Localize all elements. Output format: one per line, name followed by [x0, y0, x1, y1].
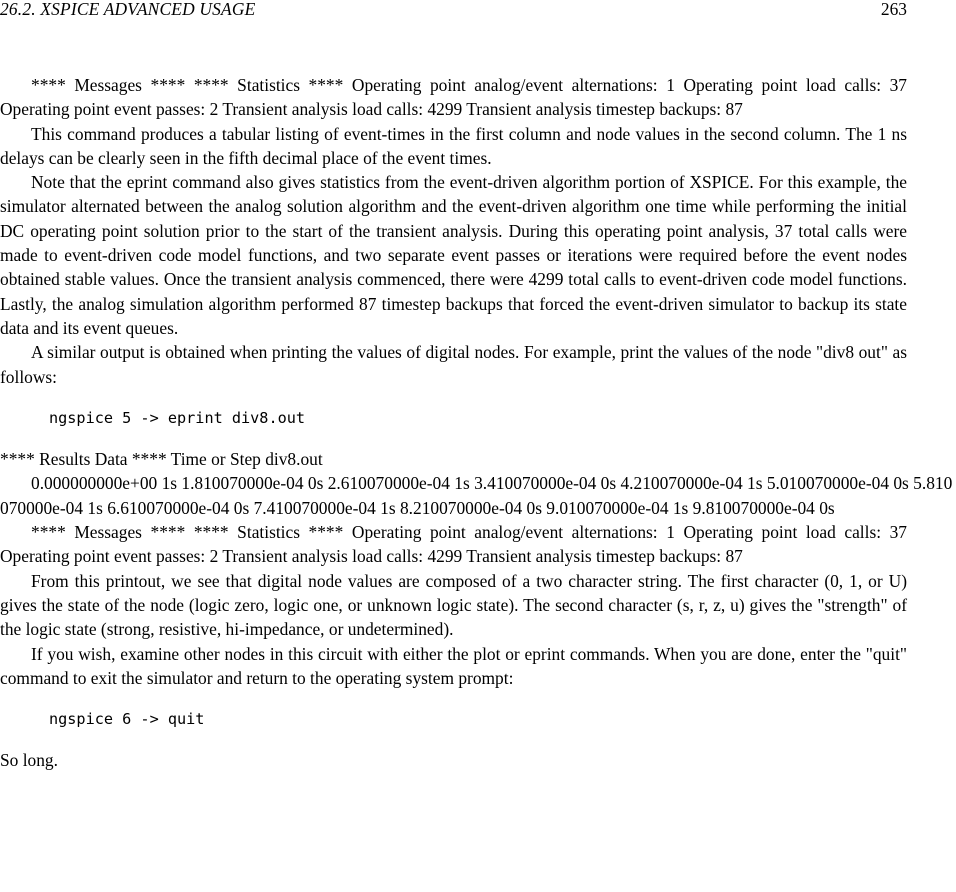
running-header	[0, 0, 907, 21]
page-number: 263	[880, 0, 907, 19]
results-data-heading: **** Results Data **** Time or Step div8.out	[0, 449, 323, 470]
closing-line: So long.	[0, 750, 58, 771]
quit-command-code: ngspice 6 -> quit	[49, 710, 205, 729]
section-title: 26.2. XSPICE ADVANCED USAGE	[0, 0, 256, 19]
printout-explanation-paragraph: From this printout, we see that digital node values are composed of a two character string. The first character (0, 1, or U) gives the state of the node (logic zero, logic one, or unknown logic state). The second character (s, r, z, u) gives the "strength" of the logic state (strong, resistive, hi-impedance, or undetermined).	[0, 570, 907, 640]
eprint-statistics-paragraph: Note that the eprint command also gives statistics from the event-driven algorithm portion of XSPICE. For this example, the simulator alternated between the analog solution algorithm and the event-driven algorithm one time while performing the initial DC operating point solution prior to the start of the transient analysis. During this operating point analysis, 37 total calls were made to event-driven code model functions, and two separate event passes or iterations were required before the event nodes obtained stable values. Once the transient analysis commenced, there were 4299 total calls to event-driven code model functions. Lastly, the analog simulation algorithm performed 87 timestep backups that forced the event-driven simulator to backup its state data and its event queues.	[0, 172, 907, 338]
eprint-command-code: ngspice 5 -> eprint div8.out	[49, 408, 306, 427]
document-body	[0, 73, 953, 773]
tabular-listing-paragraph: This command produces a tabular listing of event-times in the first column and node values in the second column. The 1 ns delays can be clearly seen in the fifth decimal place of the event times.	[0, 123, 907, 168]
messages-paragraph-1: **** Messages **** **** Statistics **** Operating point analog/event alternations: 1 Operating point load calls: 37 Operating point event passes: 2 Transient analysis load calls: 4299 Transient analysis timestep backups: 87	[0, 75, 907, 120]
quit-instructions-paragraph: If you wish, examine other nodes in this circuit with either the plot or eprint commands. When you are done, enter the "quit" command to exit the simulator and return to the operating system prompt:	[0, 643, 907, 688]
results-data-values: 0.000000000e+00 1s 1.810070000e-04 0s 2.610070000e-04 1s 3.410070000e-04 0s 4.210070000e-04 1s 5.010070000e-04 0s 5.810070000e-04 1s 6.610070000e-04 0s 7.410070000e-04 1s 8.210070000e-04 0s 9.010070000e-04 1s 9.810070000e-04 0s	[0, 473, 953, 518]
messages-paragraph-2: **** Messages **** **** Statistics **** Operating point analog/event alternations: 1 Operating point load calls: 37 Operating point event passes: 2 Transient analysis load calls: 4299 Transient analysis timestep backups: 87	[0, 522, 907, 567]
digital-nodes-paragraph: A similar output is obtained when printing the values of digital nodes. For example, print the values of the node "div8 out" as follows:	[0, 342, 907, 387]
